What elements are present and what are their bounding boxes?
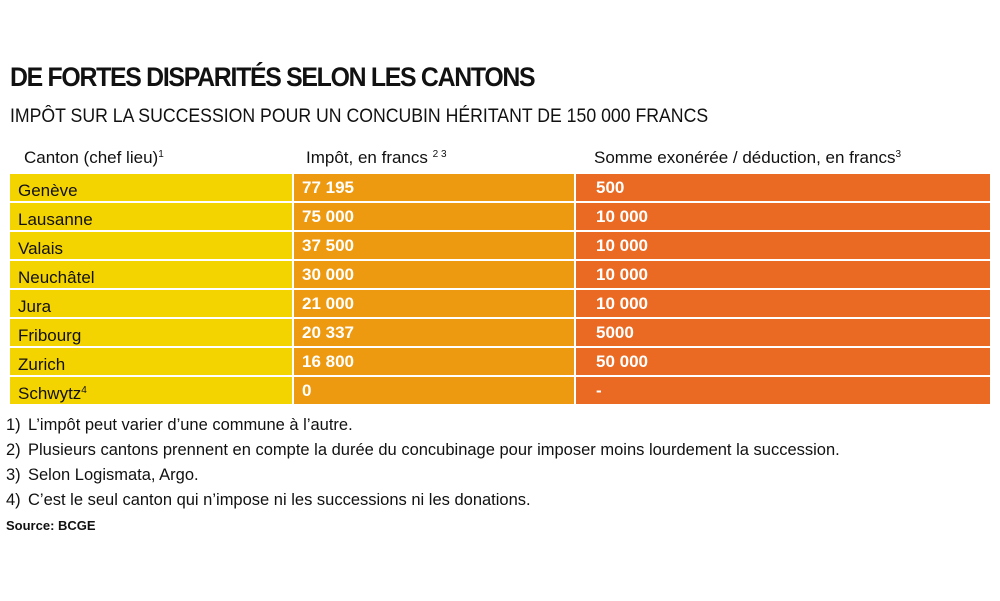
footnote-number: 4): [6, 491, 21, 509]
cell-canton: [10, 232, 292, 260]
header-impot: [306, 148, 447, 168]
data-table: [10, 146, 990, 406]
cell-somme: 10 000: [576, 203, 990, 231]
cell-canton: [10, 261, 292, 289]
canton-name: Schwytz: [18, 384, 82, 403]
cell-impot: 20 337: [294, 319, 574, 347]
footnote: [6, 488, 840, 513]
header-impot-footnote: 2 3: [432, 149, 447, 160]
table-body: [10, 174, 990, 406]
footnote: [6, 463, 840, 488]
cell-somme: 10 000: [576, 261, 990, 289]
header-somme-label: Somme exonérée / déduction, en francs: [594, 148, 896, 167]
cell-somme: 50 000: [576, 348, 990, 376]
chart-title: DE FORTES DISPARITÉS SELON LES CANTONS: [10, 62, 535, 92]
header-canton-footnote: 1: [158, 149, 164, 160]
canton-name: Valais: [18, 239, 64, 258]
footnote-text: Selon Logismata, Argo.: [28, 466, 199, 484]
source-credit: Source: BCGE: [6, 518, 96, 533]
header-somme: [594, 148, 901, 168]
table-row: [10, 261, 990, 290]
table-row: [10, 203, 990, 232]
table-row: [10, 174, 990, 203]
table-row: [10, 348, 990, 377]
cell-somme: 10 000: [576, 290, 990, 318]
footnote-number: 2): [6, 441, 21, 459]
cell-somme: 10 000: [576, 232, 990, 260]
canton-name: Zurich: [18, 355, 66, 374]
footnote-text: C’est le seul canton qui n’impose ni les successions ni les donations.: [28, 491, 531, 509]
canton-name: Fribourg: [18, 326, 82, 345]
cell-canton: [10, 290, 292, 318]
footnote: [6, 438, 840, 463]
canton-name: Jura: [18, 297, 52, 316]
header-canton-label: Canton (chef lieu): [24, 148, 159, 167]
table-row: [10, 319, 990, 348]
cell-somme: 500: [576, 174, 990, 202]
canton-footnote: 4: [81, 385, 87, 396]
chart-subtitle: IMPÔT SUR LA SUCCESSION POUR UN CONCUBIN HÉRITANT DE 150 000 FRANCS: [10, 106, 709, 127]
cell-impot: 75 000: [294, 203, 574, 231]
cell-canton: [10, 319, 292, 347]
cell-impot: 21 000: [294, 290, 574, 318]
footnote-number: 1): [6, 416, 21, 434]
cell-canton: [10, 174, 292, 202]
footnote: [6, 413, 840, 438]
table-header: [10, 146, 990, 174]
header-canton: [24, 148, 164, 168]
cell-impot: 30 000: [294, 261, 574, 289]
cell-canton: [10, 203, 292, 231]
table-row: [10, 377, 990, 406]
cell-impot: 0: [294, 377, 574, 405]
cell-impot: 16 800: [294, 348, 574, 376]
cell-canton: [10, 348, 292, 376]
header-impot-label: Impôt, en francs: [306, 148, 433, 167]
table-row: [10, 290, 990, 319]
footnote-text: Plusieurs cantons prennent en compte la durée du concubinage pour imposer moins lourdement la succession.: [28, 441, 840, 459]
footnotes: [6, 413, 840, 513]
cell-canton: [10, 377, 292, 405]
header-somme-footnote: 3: [895, 149, 902, 160]
table-row: [10, 232, 990, 261]
canton-name: Neuchâtel: [18, 268, 95, 287]
cell-impot: 77 195: [294, 174, 574, 202]
canton-name: Genève: [18, 181, 78, 200]
footnote-number: 3): [6, 466, 21, 484]
cell-impot: 37 500: [294, 232, 574, 260]
footnote-text: L’impôt peut varier d’une commune à l’autre.: [28, 416, 353, 434]
canton-name: Lausanne: [18, 210, 93, 229]
cell-somme: 5000: [576, 319, 990, 347]
cell-somme: -: [576, 377, 990, 405]
